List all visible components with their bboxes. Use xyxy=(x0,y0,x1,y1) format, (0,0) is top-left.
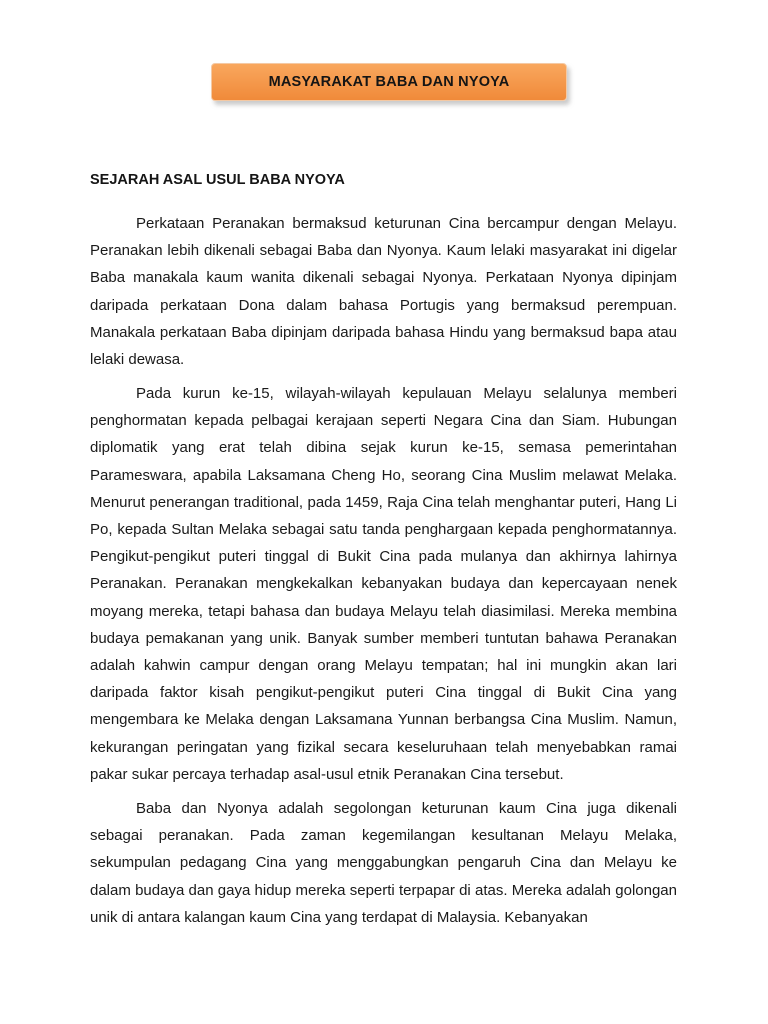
banner-title: MASYARAKAT BABA DAN NYOYA xyxy=(268,74,510,90)
paragraph-1: Perkataan Peranakan bermaksud keturunan Cina bercampur dengan Melayu. Peranakan lebih dikenali sebagai Baba dan Nyonya. Kaum lelaki masyarakat ini digelar Baba manakala kaum wanita dikenali sebagai Nyonya. Perkataan Nyonya dipinjam daripada perkataan Dona dalam bahasa Portugis yang bermaksud perempuan. Manakala perkataan Baba dipinjam daripada bahasa Hindu yang bermaksud bapa atau lelaki dewasa. xyxy=(90,215,677,369)
section-heading: SEJARAH ASAL USUL BABA NYOYA xyxy=(90,172,345,188)
title-banner xyxy=(211,63,567,101)
paragraph-2: Pada kurun ke-15, wilayah-wilayah kepulauan Melayu selalunya memberi penghormatan kepada pelbagai kerajaan seperti Negara Cina dan Siam. Hubungan diplomatik yang erat telah dibina sejak kurun ke-15, semasa pemerintahan Parameswara, apabila Laksamana Cheng Ho, seorang Cina Muslim melawat Melaka. Menurut penerangan traditional, pada 1459, Raja Cina telah menghantar puteri, Hang Li Po, kepada Sultan Melaka sebagai satu tanda penghargaan kepada penghormatannya. Pengikut-pengikut puteri tinggal di Bukit Cina pada mulanya dan akhirnya lahirnya Peranakan. Peranakan mengkekalkan kebanyakan budaya dan kepercayaan nenek moyang mereka, tetapi bahasa dan budaya Melayu telah diasimilasi. Mereka membina budaya pemakanan yang unik. Banyak sumber memberi tuntutan bahawa Peranakan adalah kahwin campur dengan orang Melayu tempatan; hal ini mungkin akan lari daripada faktor kisah pengikut-pengikut puteri Cina tinggal di Bukit Cina yang mengembara ke Melaka dengan Laksamana Yunnan berbangsa Cina Muslim. Namun, kekurangan peringatan yang fizikal secara keseluruhaan telah menyebabkan ramai pakar sukar percaya terhadap asal-usul etnik Peranakan Cina tersebut. xyxy=(90,385,677,783)
paragraph-3: Baba dan Nyonya adalah segolongan keturunan kaum Cina juga dikenali sebagai peranakan. Pada zaman kegemilangan kesultanan Melayu Melaka, sekumpulan pedagang Cina yang menggabungkan pengaruh Cina dan Melayu ke dalam budaya dan gaya hidup mereka seperti terpapar di atas. Mereka adalah golongan unik di antara kalangan kaum Cina yang terdapat di Malaysia. Kebanyakan xyxy=(90,800,677,926)
